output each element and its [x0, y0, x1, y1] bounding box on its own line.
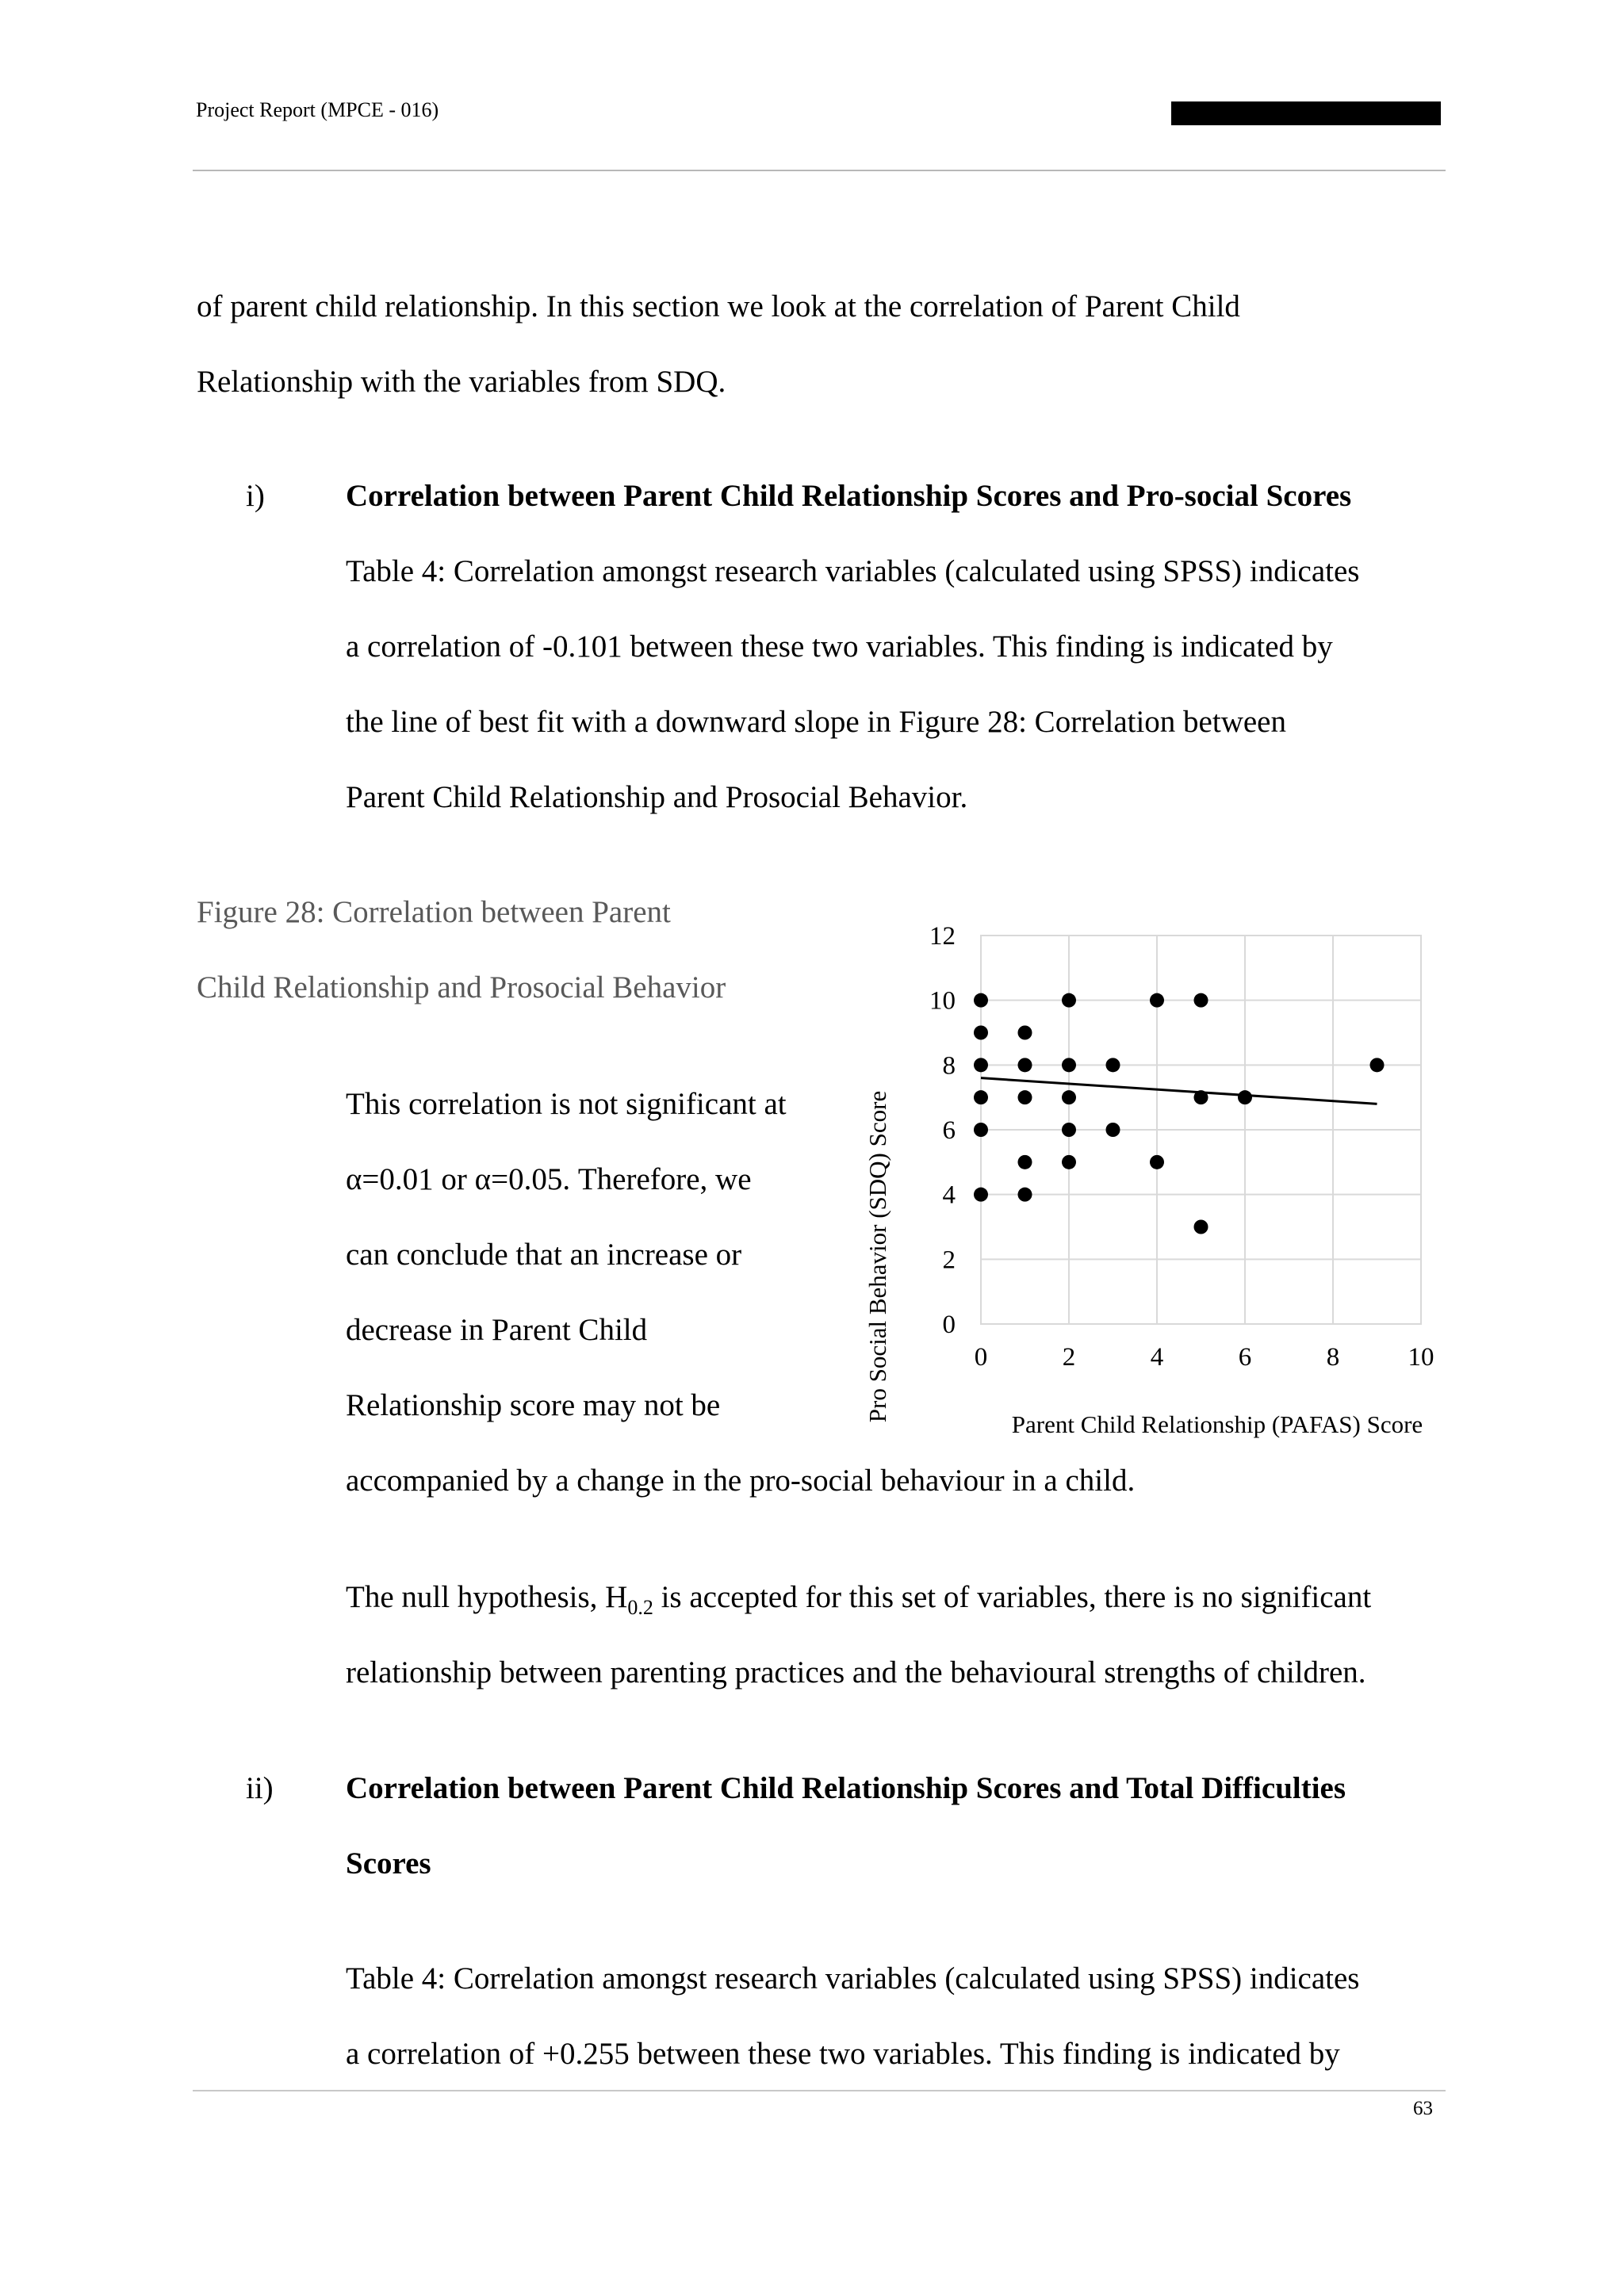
- chart-point: [974, 1026, 988, 1040]
- intro-line-1: of parent child relationship. In this section we look at the correlation of Parent Child: [197, 289, 1240, 323]
- section-1-line-3: the line of best fit with a downward slope in Figure 28: Correlation between: [346, 705, 1286, 739]
- null-hypothesis-line-1: [346, 1582, 1371, 1618]
- chart-x-tick-label: 4: [1150, 1343, 1164, 1372]
- chart-point: [1062, 1155, 1076, 1169]
- chart-point: [1370, 1058, 1385, 1072]
- chart-point: [1018, 1058, 1032, 1072]
- chart-point: [1194, 993, 1208, 1008]
- chart-y-tick-label: 10: [929, 986, 956, 1016]
- chart-x-tick-label: 8: [1326, 1343, 1340, 1372]
- chart-point: [974, 1123, 988, 1137]
- footer-rule: [193, 2090, 1446, 2091]
- chart-point: [1106, 1058, 1120, 1072]
- section-1-heading: Correlation between Parent Child Relationship Scores and Pro-social Scores: [346, 479, 1352, 513]
- section-1-line-1: Table 4: Correlation amongst research variables (calculated using SPSS) indicates: [346, 554, 1360, 588]
- chart-point: [1194, 1090, 1208, 1104]
- section-1-marker: i): [246, 479, 265, 513]
- page-number: 63: [1413, 2098, 1433, 2119]
- chart-x-tick-label: 6: [1238, 1343, 1252, 1372]
- chart-point: [974, 993, 988, 1008]
- chart-point: [1018, 1155, 1032, 1169]
- null-hypothesis-subscript: 0.2: [627, 1595, 653, 1619]
- chart-point: [1062, 1090, 1076, 1104]
- chart-x-tick-label: 2: [1062, 1343, 1076, 1372]
- section-2-heading-line-2: Scores: [346, 1846, 431, 1881]
- chart-y-tick-label: 6: [942, 1116, 956, 1145]
- chart-x-tick-label: 0: [974, 1343, 988, 1372]
- null-hypothesis-post: is accepted for this set of variables, there is no significant: [653, 1580, 1372, 1614]
- chart-point: [1194, 1220, 1208, 1234]
- scatter-chart: [856, 900, 1459, 1455]
- chart-y-tick-label: 0: [942, 1311, 956, 1339]
- significance-line-5: Relationship score may not be: [346, 1388, 721, 1422]
- chart-trendline-group: [981, 1078, 1377, 1104]
- chart-x-axis-label: Parent Child Relationship (PAFAS) Score: [1011, 1410, 1423, 1438]
- header-rule: [193, 170, 1446, 171]
- chart-point: [1238, 1090, 1252, 1104]
- chart-point: [1018, 1188, 1032, 1202]
- intro-line-2: Relationship with the variables from SDQ.: [197, 365, 726, 399]
- chart-x-tick-label: 10: [1408, 1343, 1434, 1372]
- significance-line-1: This correlation is not significant at: [346, 1087, 787, 1121]
- null-hypothesis-pre: The null hypothesis, H: [346, 1580, 628, 1614]
- chart-points: [974, 993, 1385, 1234]
- figure-caption-line-1: Figure 28: Correlation between Parent: [197, 895, 671, 929]
- chart-point: [1018, 1026, 1032, 1040]
- redaction-bar: [1171, 101, 1441, 125]
- chart-y-axis-label: Pro Social Behavior (SDQ) Score: [864, 1090, 891, 1423]
- significance-line-6: accompanied by a change in the pro-social behaviour in a child.: [346, 1464, 1136, 1498]
- section-2-line-2: a correlation of +0.255 between these two variables. This finding is indicated by: [346, 2037, 1340, 2071]
- chart-point: [1018, 1090, 1032, 1104]
- significance-line-4: decrease in Parent Child: [346, 1313, 648, 1347]
- chart-ticks: [929, 922, 1434, 1372]
- chart-point: [1062, 1123, 1076, 1137]
- chart-y-tick-label: 12: [929, 922, 956, 951]
- chart-point: [1062, 1058, 1076, 1072]
- section-1-line-2: a correlation of -0.101 between these two variables. This finding is indicated by: [346, 629, 1333, 664]
- chart-y-tick-label: 8: [942, 1051, 956, 1081]
- section-2-line-1: Table 4: Correlation amongst research variables (calculated using SPSS) indicates: [346, 1961, 1360, 1996]
- chart-point: [974, 1090, 988, 1104]
- chart-point: [1106, 1123, 1120, 1137]
- chart-y-tick-label: 2: [942, 1246, 956, 1275]
- chart-trendline: [981, 1078, 1377, 1104]
- significance-line-2: α=0.01 or α=0.05. Therefore, we: [346, 1162, 752, 1196]
- chart-point: [974, 1058, 988, 1072]
- chart-point: [1150, 993, 1164, 1008]
- section-2-heading-line-1: Correlation between Parent Child Relationship Scores and Total Difficulties: [346, 1771, 1346, 1805]
- significance-line-3: can conclude that an increase or: [346, 1238, 742, 1272]
- figure-caption-line-2: Child Relationship and Prosocial Behavior: [197, 970, 726, 1004]
- section-2-marker: ii): [246, 1771, 274, 1805]
- section-1-line-4: Parent Child Relationship and Prosocial Behavior.: [346, 780, 968, 814]
- running-header: Project Report (MPCE - 016): [196, 98, 439, 121]
- null-hypothesis-line-2: relationship between parenting practices and the behavioural strengths of children.: [346, 1655, 1366, 1689]
- chart-point: [1150, 1155, 1164, 1169]
- chart-point: [1062, 993, 1076, 1008]
- chart-point: [974, 1188, 988, 1202]
- chart-y-tick-label: 4: [942, 1181, 956, 1210]
